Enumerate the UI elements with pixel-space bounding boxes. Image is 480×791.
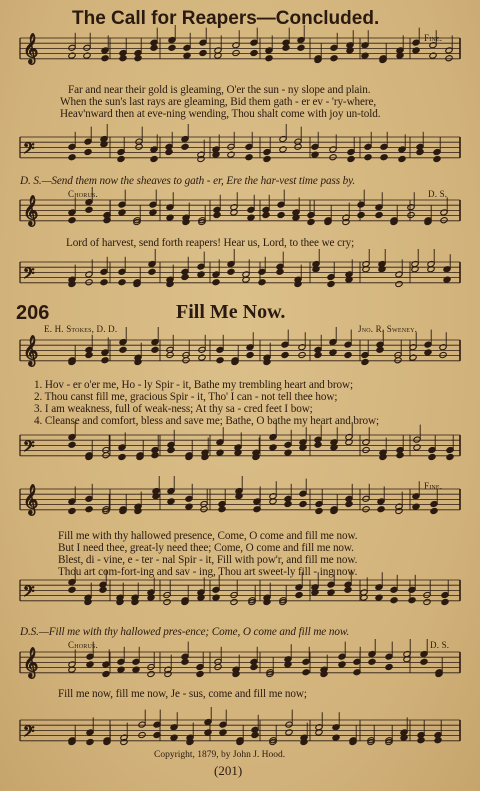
lyric-line: When the sun's last rays are gleaming, Bid them gath - er ev - 'ry-where,	[60, 96, 377, 108]
svg-text:𝄢: 𝄢	[23, 438, 35, 459]
chorus-lyric: Lord of harvest, send forth reapers! Hear us, Lord, to thee we cry;	[66, 237, 355, 249]
author: E. H. Stokes, D. D.	[44, 324, 118, 334]
hymn-number: 206	[16, 302, 50, 324]
chorus-lyric: Fill me now, fill me now, Je - sus, come and fill me now;	[58, 688, 307, 700]
svg-text:𝄞: 𝄞	[23, 34, 39, 64]
ds-mark: D. S.	[430, 640, 450, 650]
svg-text:𝄞: 𝄞	[23, 485, 39, 515]
verse-line: But I need thee, great-ly need thee; Come, O come and fill me now.	[58, 542, 354, 554]
ds-mark: D. S.	[428, 189, 448, 199]
fine-mark: Fine.	[424, 33, 443, 43]
verse-line: Thou art com-fort-ing and sav - ing, Thou art sweet-ly fill - ing now.	[58, 566, 358, 578]
page-title: The Call for Reapers—Concluded.	[72, 8, 380, 29]
fine-mark: Fine.	[424, 481, 443, 491]
chorus-label: Chorus.	[68, 189, 98, 199]
verse-line: Fill me with thy hallowed presence, Come, O come and fill me now.	[58, 530, 358, 542]
copyright: Copyright, 1879, by John J. Hood.	[154, 750, 286, 760]
lyric-line: Far and near their gold is gleaming, O'er the sun - ny slope and plain.	[68, 84, 371, 96]
svg-text:𝄢: 𝄢	[23, 265, 35, 286]
svg-text:𝄞: 𝄞	[23, 648, 39, 678]
verse-line: Blest, di - vine, e - ter - nal Spir - it, Fill with pow'r, and fill me now.	[58, 554, 358, 566]
svg-text:𝄢: 𝄢	[23, 140, 35, 161]
svg-text:𝄢: 𝄢	[23, 583, 35, 604]
ds-line: D. S.—Send them now the sheaves to gath - er, Ere the har-vest time pass by.	[20, 175, 356, 187]
ds-line: D.S.—Fill me with thy hallowed pres-ence; Come, O come and fill me now.	[20, 626, 350, 638]
hymn-title: Fill Me Now.	[176, 301, 286, 323]
svg-text:𝄞: 𝄞	[23, 336, 39, 366]
svg-text:𝄢: 𝄢	[23, 723, 35, 744]
svg-text:𝄞: 𝄞	[23, 196, 39, 226]
verse-line: 1. Hov - er o'er me, Ho - ly Spir - it, Bathe my trembling heart and brow;	[34, 379, 353, 391]
verse-line: 4. Cleanse and comfort, bless and save me; Bathe, O bathe my heart and brow;	[34, 415, 380, 427]
lyric-line: Heav'nward then at eve-ning wending, Thou shalt come with joy un-told.	[60, 108, 381, 120]
verse-line: 3. I am weakness, full of weak-ness; At thy sa - cred feet I bow;	[34, 403, 313, 415]
composer: Jno. R. Sweney.	[358, 324, 418, 334]
verse-line: 2. Thou canst fill me, gracious Spir - it, Tho' I can - not tell thee how;	[34, 391, 338, 403]
page-number: (201)	[214, 763, 243, 778]
chorus-label: Chorus.	[68, 640, 98, 650]
